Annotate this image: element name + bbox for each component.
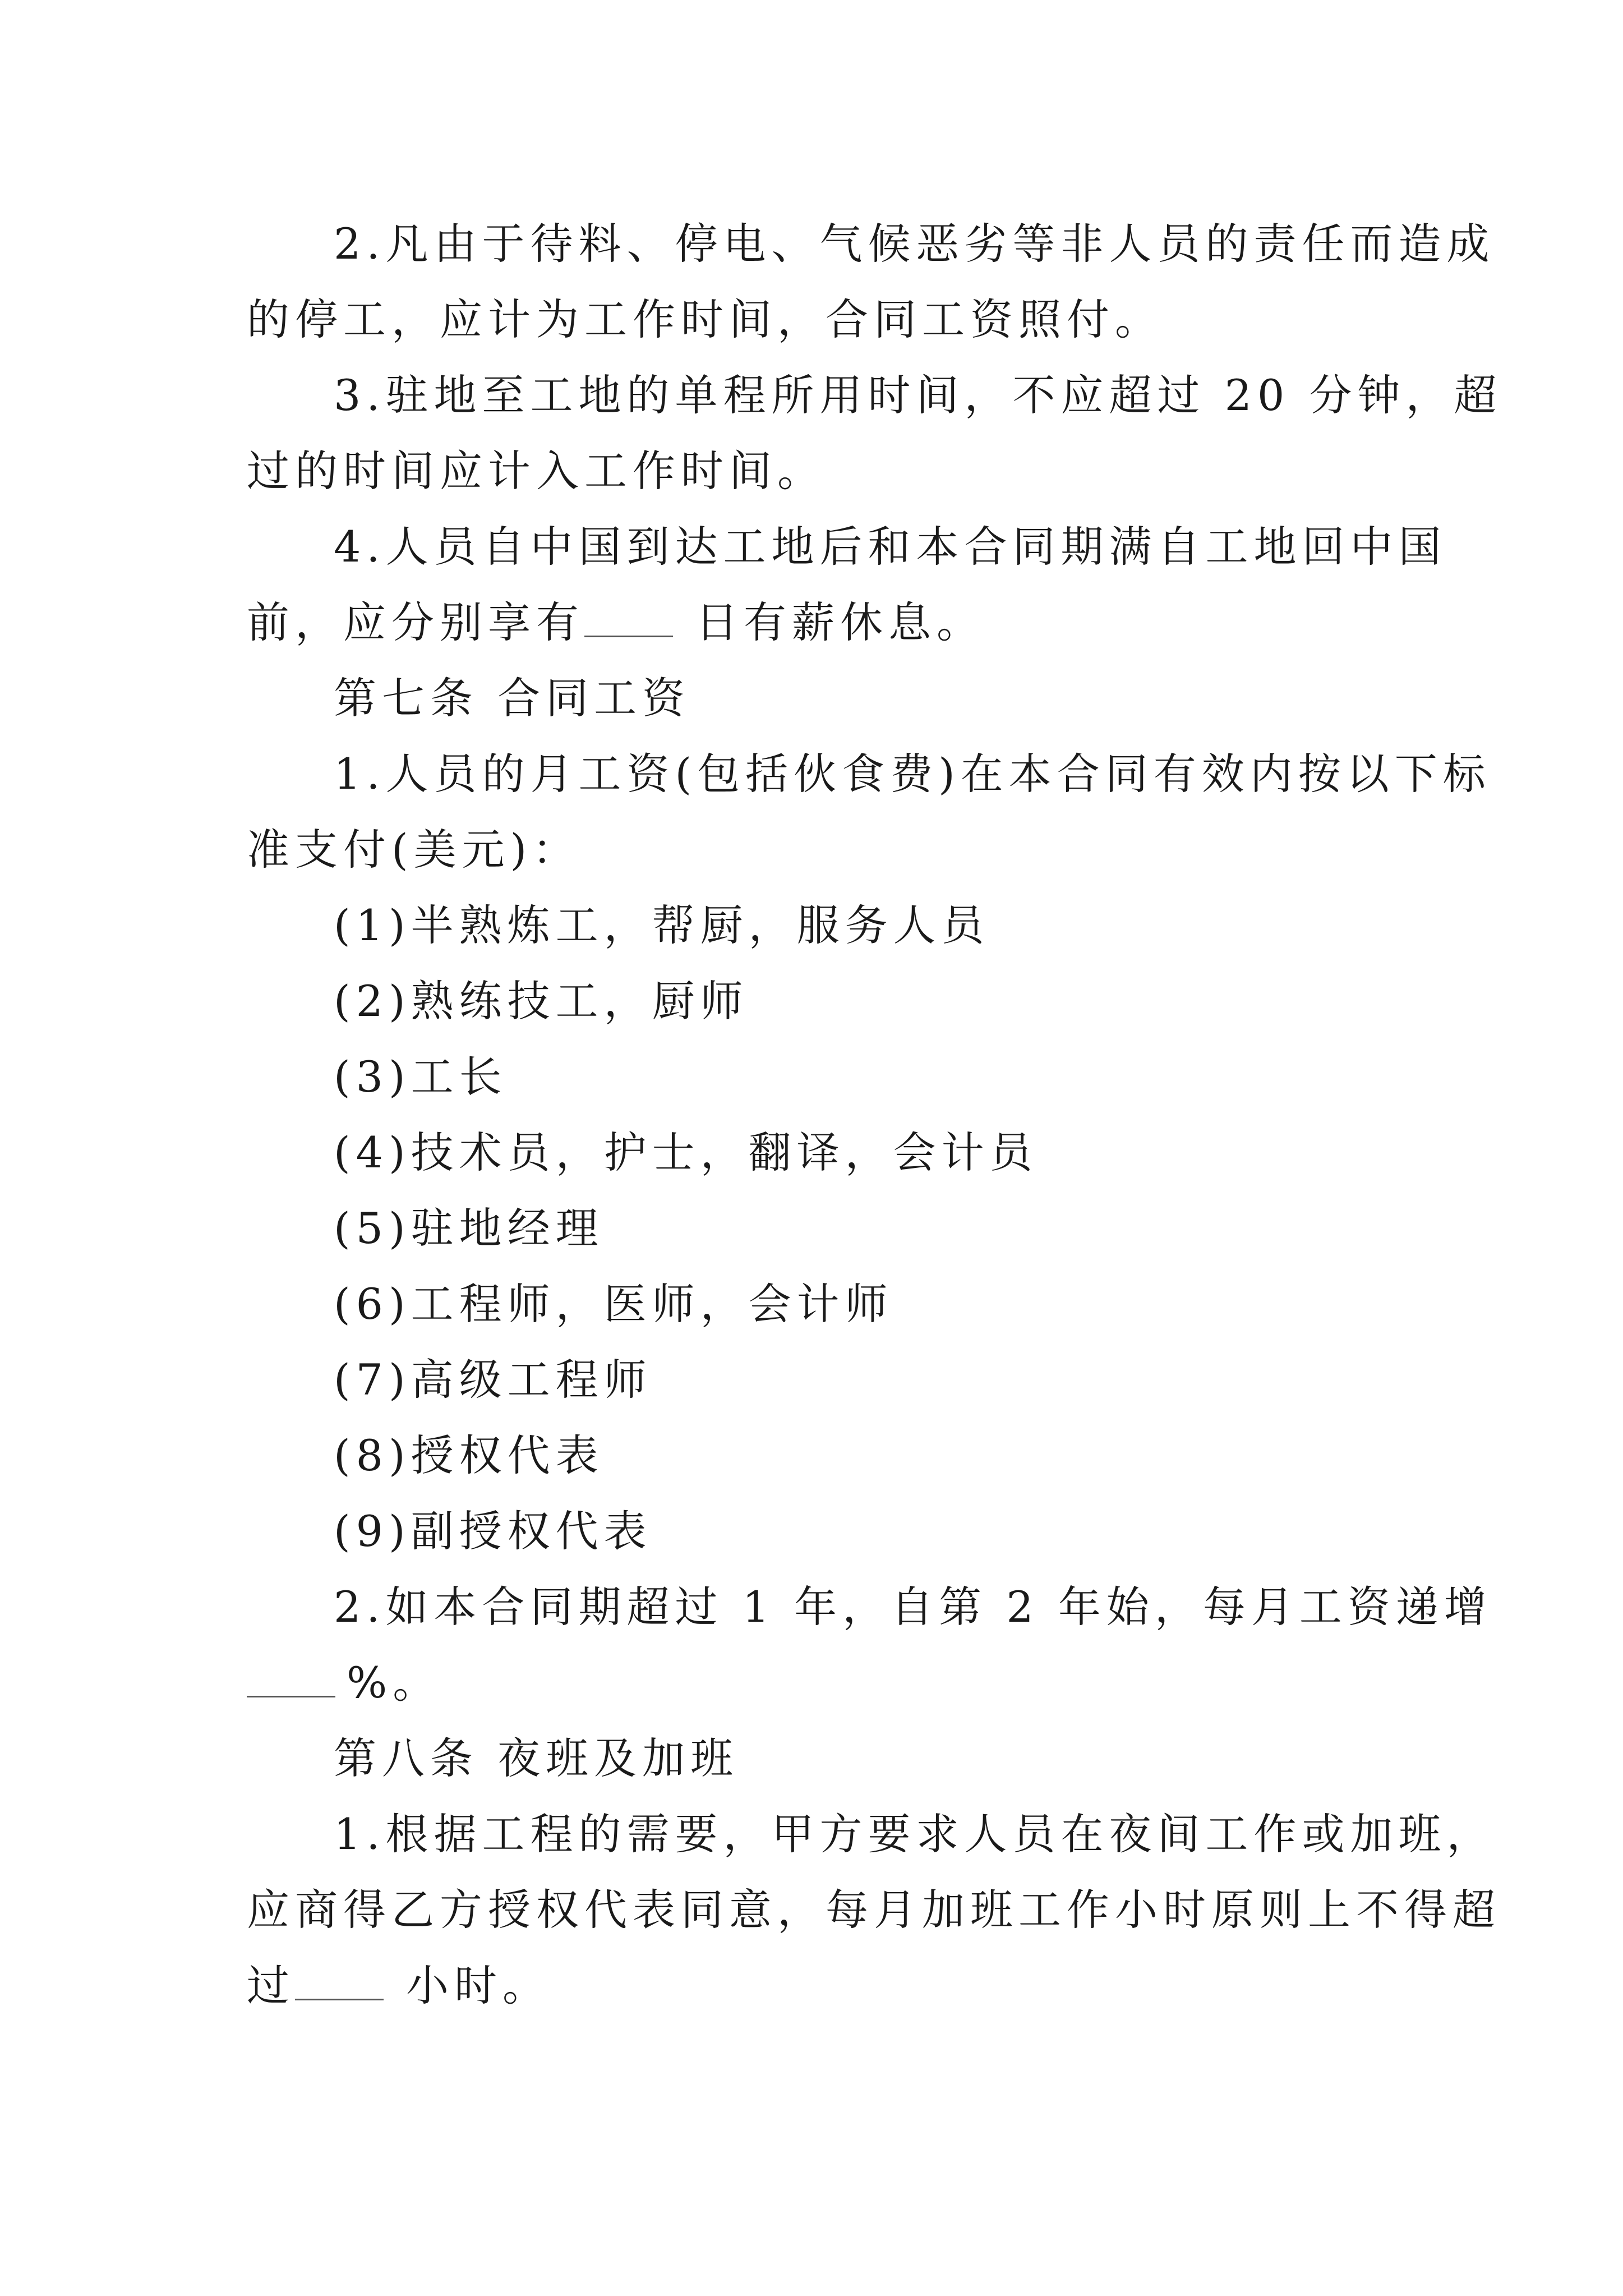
paragraph-line — [247, 292, 1163, 348]
text-run: 1.人员的月工资(包括伙食费)在本合同有效内按以下标 — [334, 749, 1491, 799]
fill-in-blank — [295, 1965, 384, 2000]
fill-in-blank — [584, 602, 673, 637]
text-run: 1.根据工程的需要，甲方要求人员在夜间工作或加班， — [334, 1809, 1495, 1859]
paragraph-line — [334, 519, 1447, 575]
text-run: 应商得乙方授权代表同意，每月加班工作小时原则上不得超 — [247, 1885, 1501, 1935]
text-run: (9)副授权代表 — [334, 1506, 652, 1556]
list-item — [334, 973, 749, 1029]
section-heading — [334, 670, 690, 726]
text-run: 的停工，应计为工作时间，合同工资照付。 — [247, 295, 1163, 344]
list-item — [334, 1503, 652, 1559]
text-run: (3)工长 — [334, 1052, 508, 1102]
text-run: 2.凡由于待料、停电、气候恶劣等非人员的责任而造成 — [334, 219, 1495, 269]
text-run: 过的时间应计入工作时间。 — [247, 446, 826, 496]
text-run: %。 — [347, 1658, 441, 1708]
paragraph-line — [247, 443, 826, 499]
paragraph-line — [247, 1958, 551, 2014]
paragraph-line — [334, 1579, 1492, 1635]
list-item — [334, 898, 990, 954]
paragraph-line — [334, 1806, 1495, 1862]
text-run: 准支付(美元)： — [247, 825, 581, 875]
text-run: 前，应分别享有 — [247, 597, 584, 647]
paragraph-line — [334, 367, 1502, 424]
text-run: (1)半熟炼工，帮厨，服务人员 — [334, 900, 990, 950]
paragraph-line — [247, 1655, 441, 1711]
text-run: (2)熟练技工，厨师 — [334, 976, 749, 1026]
list-item — [334, 1276, 893, 1332]
text-run: 日有薪休息。 — [695, 597, 985, 647]
text-run: 过 — [247, 1961, 295, 2010]
list-item — [334, 1352, 652, 1408]
text-run: 3.驻地至工地的单程所用时间，不应超过 20 分钟，超 — [334, 370, 1502, 420]
paragraph-line — [334, 216, 1495, 272]
text-run: 2.如本合同期超过 1 年，自第 2 年始，每月工资递增 — [334, 1582, 1492, 1632]
section-heading — [334, 1731, 739, 1787]
list-item — [334, 1125, 1038, 1181]
text-run: (5)驻地经理 — [334, 1203, 604, 1253]
text-run: 第八条 夜班及加班 — [334, 1733, 739, 1783]
paragraph-line — [247, 822, 580, 878]
list-item — [334, 1049, 508, 1105]
list-item — [334, 1200, 604, 1257]
paragraph-line — [247, 1882, 1501, 1938]
text-run: (8)授权代表 — [334, 1430, 604, 1480]
list-item — [334, 1428, 604, 1484]
paragraph-line — [334, 746, 1491, 802]
text-run: 4.人员自中国到达工地后和本合同期满自工地回中国 — [334, 522, 1447, 572]
text-run: (4)技术员，护士，翻译，会计员 — [334, 1128, 1038, 1177]
text-run: (7)高级工程师 — [334, 1355, 652, 1405]
text-run: (6)工程师，医师，会计师 — [334, 1279, 893, 1329]
paragraph-line — [247, 595, 985, 651]
text-run: 第七条 合同工资 — [334, 673, 691, 723]
fill-in-blank — [247, 1662, 335, 1697]
text-run: 小时。 — [406, 1961, 551, 2010]
